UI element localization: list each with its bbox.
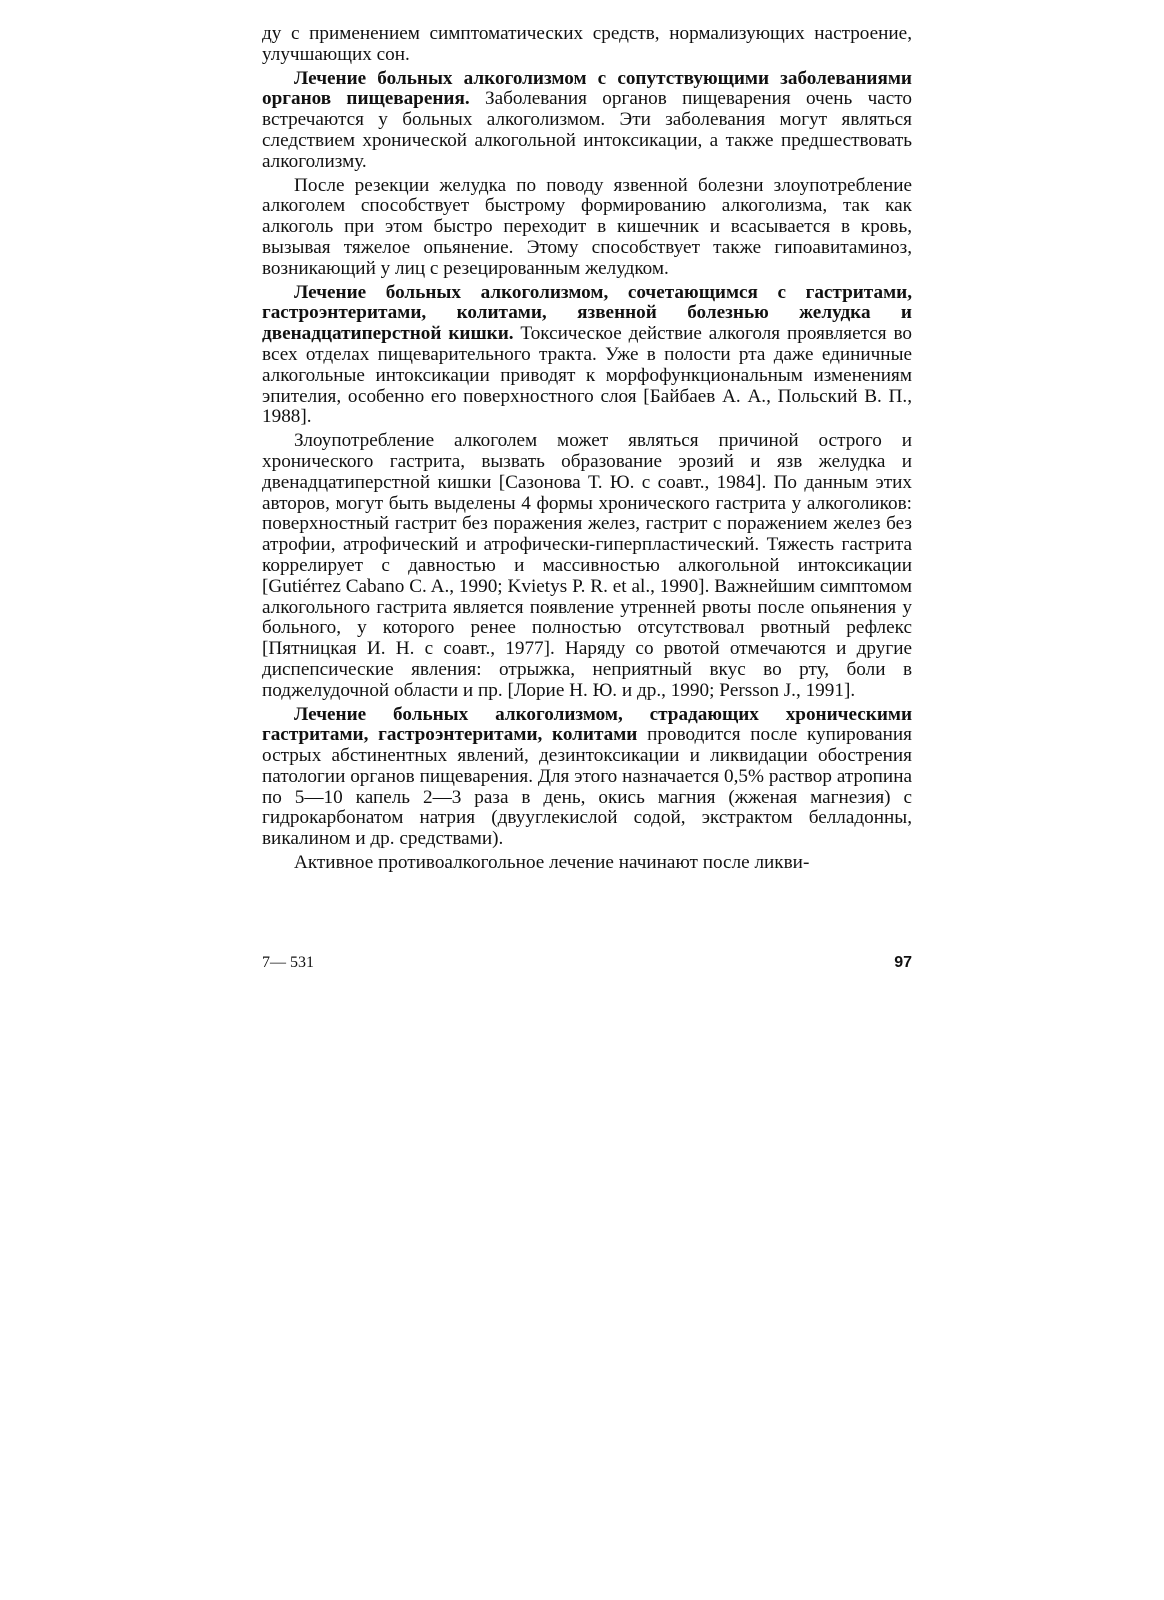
paragraph-6 [262, 705, 912, 851]
printer-signature: 7— 531 [262, 954, 314, 971]
paragraph-body: Активное противоалкогольное лечение начинают после ликви- [294, 852, 810, 874]
paragraph-body: После резекции желудка по поводу язвенной болезни злоупотребление алкоголем способствует быстрому формированию алкоголизма, так как алкоголь при этом быстро переходит в кишечник и всасывается в кровь, вызывая тяжелое опьянение. Этому способствует также гипоавитаминоз, возникающий у лиц с резецированным желудком. [262, 174, 912, 279]
page-footer [262, 954, 912, 978]
page-text [262, 24, 912, 874]
paragraph-body: Злоупотребление алкоголем может являться причиной острого и хронического гастрита, вызвать образование эрозий и язв желудка и двенадцатиперстной кишки [Сазонова Т. Ю. с соавт., 1984]. По данным этих авторов, могут быть выделены 4 формы хронического гастрита у алкоголиков: поверхностный гастрит без поражения желез, гастрит с поражением желез без атрофии, атрофический и атрофически-гиперпластический. Тяжесть гастрита коррелирует с давностью и массивностью алкогольной интоксикации [Gutiérrez Cabano C. A., 1990; Kvietys P. R. et al., 1990]. Важнейшим симптомом алкогольного гастрита является появление утренней рвоты после опьянения у больного, у которого ренее полностью отсутствовал рвотный рефлекс [Пятницкая И. Н. с соавт., 1977]. Наряду со рвотой отмечаются и другие диспепсические явления: отрыжка, неприятный вкус во рту, боли в поджелудочной области и пр. [Лорие Н. Ю. и др., 1990; Persson J., 1991]. [262, 430, 912, 701]
paragraph-body: проводится после купирования острых абстинентных явлений, дезинтоксикации и ликвидации обострения патологии органов пищеварения. Для этого назначается 0,5% раствор атропина по 5—10 капель 2—3 раза в день, окись магния (жженая магнезия) с гидрокарбонатом натрия (двууглекислой содой, экстрактом белладонны, викалином и др. средствами). [262, 724, 912, 850]
paragraph-body: ду с применением симптоматических средств, нормализующих настроение, улучшающих сон. [262, 23, 912, 65]
paragraph-4 [262, 283, 912, 429]
paragraph-heading: Лечение больных алкоголизмом с сопутствующими заболеваниями органов пищеварения. [262, 67, 912, 110]
paragraph-3 [262, 176, 912, 280]
paragraph-7 [262, 853, 912, 874]
paragraph-heading: Лечение больных алкоголизмом, страдающих хроническими гастритами, гастроэнтеритами, колитами [262, 703, 912, 746]
paragraph-body: Токсическое действие алкоголя проявляется во всех отделах пищеварительного тракта. Уже в полости рта даже единичные алкогольные интоксикации приводят к морфофункциональным изменениям эпителия, особенно его поверхностного слоя [Байбаев А. А., Польский В. П., 1988]. [262, 323, 912, 428]
paragraph-1 [262, 24, 912, 66]
paragraph-5 [262, 431, 912, 701]
paragraph-2 [262, 69, 912, 173]
paragraph-body: Заболевания органов пищеварения очень часто встречаются у больных алкоголизмом. Эти заболевания могут являться следствием хронической алкогольной интоксикации, а также предшествовать алкоголизму. [262, 88, 912, 172]
page-number: 97 [894, 954, 912, 971]
paragraph-heading: Лечение больных алкоголизмом, сочетающимся с гастритами, гастроэнтеритами, колитами, язвенной болезнью желудка и двенадцатиперстной кишки. [262, 281, 912, 345]
